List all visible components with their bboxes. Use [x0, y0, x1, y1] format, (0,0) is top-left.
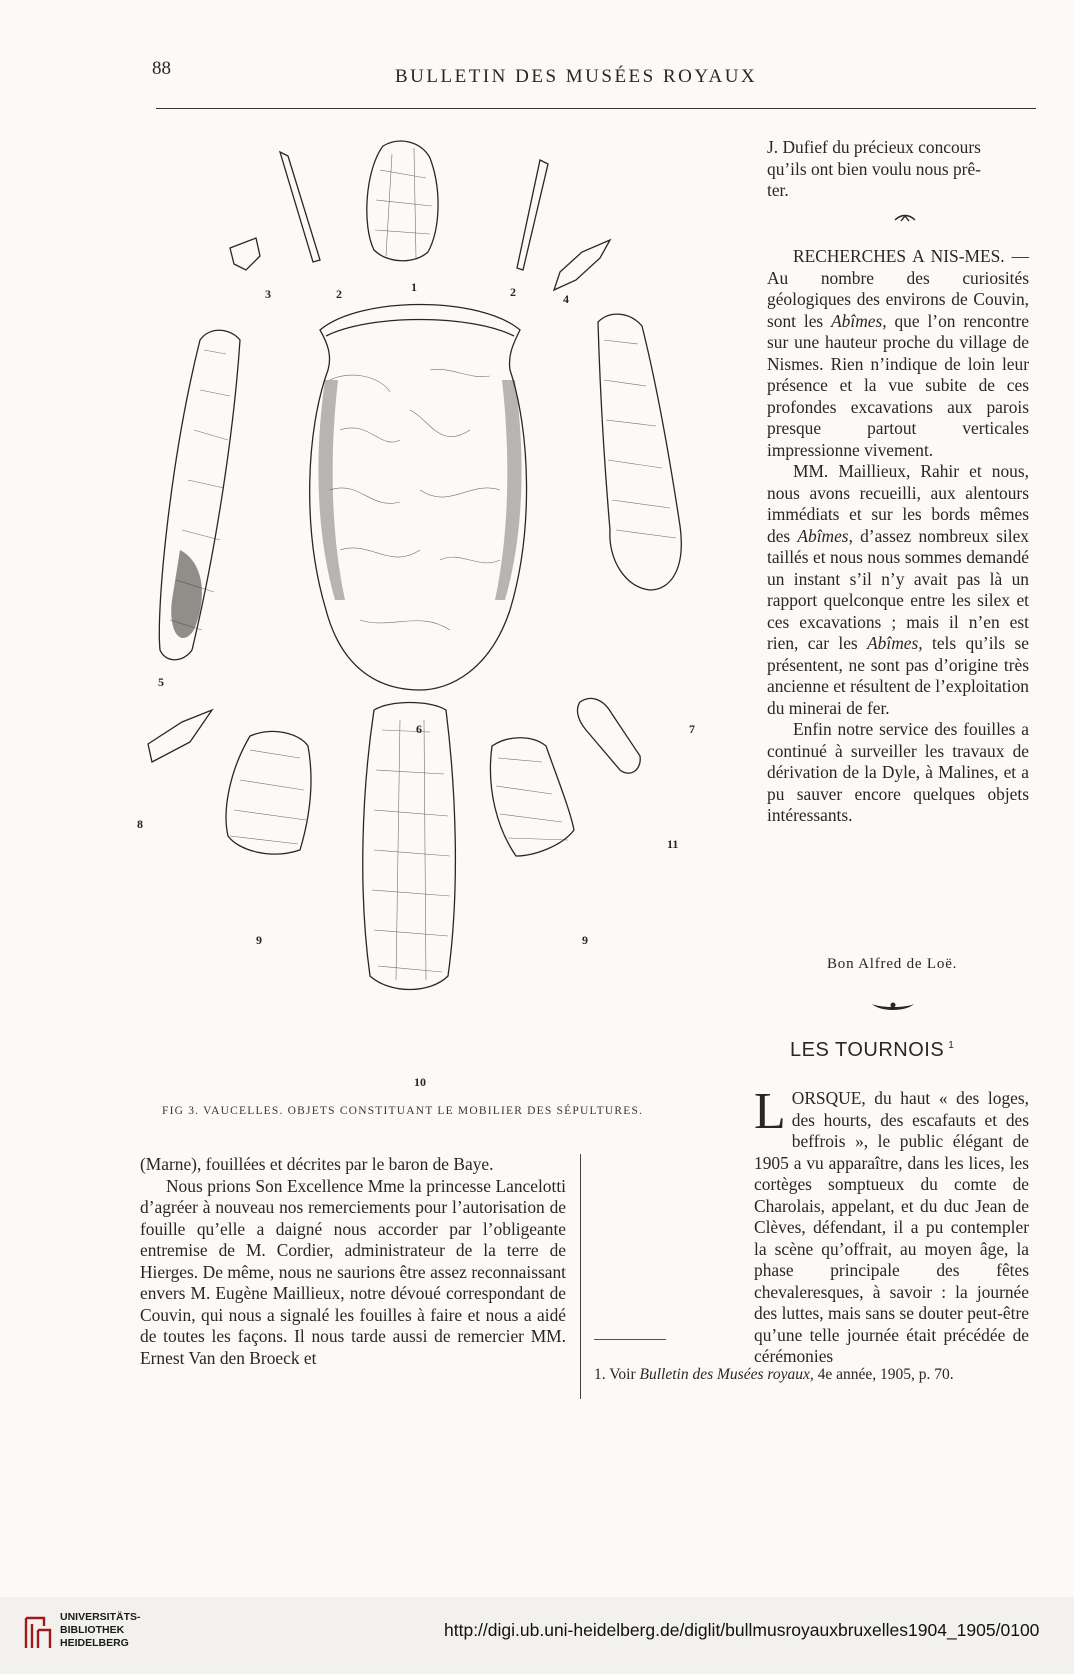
vase-6 [310, 305, 527, 691]
fig-label-11: 11 [667, 837, 679, 851]
leaf-point-4 [554, 240, 610, 290]
scraper-9-right [490, 738, 574, 856]
fig-label-3: 3 [265, 287, 271, 301]
note-mark: 1 [948, 1040, 955, 1052]
fig-label-10: 10 [414, 1075, 426, 1089]
antler-7 [598, 314, 681, 590]
scraper-9-left [226, 731, 311, 854]
flake-11 [578, 698, 641, 773]
paragraph-enfin: Enfin notre service des fouilles a continué à surveiller les travaux de dérivation de la Dyle, à Malines, et a pu sauver encore quelques objets intéressants. [767, 719, 1029, 825]
fig-label-9b: 9 [582, 933, 588, 947]
paragraph-remerciements: Nous prions Son Excellence Mme la princesse Lancelotti d’agréer à nouveau nos remerciements pour l’autorisation de fouille qu’elle a daigné nous accorder par l’obligeante entremise de M. Cordier, administrateur de la terre de Hierges. De même, nous ne saurions être assez reconnaissant envers M. Eugène Maillieux, notre dévoué correspondant de Couvin, qui nous a signalé les fouilles à faire et nous a aidé de toutes les façons. Il nous tarde aussi de remercier MM. Ernest Van den Broeck et [140, 1175, 566, 1368]
flake-8 [148, 710, 212, 762]
flint-axe-1 [367, 141, 438, 261]
fig-label-1: 1 [411, 280, 417, 294]
figure-illustration [130, 130, 730, 1095]
right-column-top [767, 137, 1029, 202]
source-url[interactable]: http://digi.ub.uni-heidelberg.de/diglit/bullmusroyauxbruxelles1904_1905/0100 [444, 1620, 1040, 1640]
page-number: 88 [152, 58, 171, 79]
left-column-text [140, 1154, 566, 1369]
awl-2-right [517, 160, 548, 270]
tournois-opening: LORSQUE, du haut « des loges, des hourts, des escafauts et des beffrois », le public élégant de 1905 a vu apparaître, dans les lices, les cortèges somptueux du comte de Charolais, appelant, et du duc Jean de Clèves, défendant, il a pu contempler la scène qu’offrait, au moyen âge, la phase principale des fêtes chevaleresques, à savoir : la journée des luttes, mais sans se douter peut-être qu’une telle journée était précédée de cérémonies [754, 1083, 1029, 1366]
library-logo-icon [22, 1612, 54, 1652]
signature: Bon Alfred de Loë. [827, 956, 958, 972]
fig-label-9a: 9 [256, 933, 262, 947]
text-line: ter. [767, 180, 789, 200]
fig-label-6: 6 [416, 722, 422, 736]
ornament-icon [893, 212, 917, 224]
drop-cap: L [754, 1083, 786, 1140]
fig-label-8: 8 [137, 817, 143, 831]
paragraph-recherches: RECHERCHES A NIS-MES. — Au nombre des curiosités géologiques des environs de Couvin, sont les Abîmes, que l’on rencontre sur une hauteur proche du village de Nismes. Rien n’indique de loin leur présence et la vue subite de ces profondes excavations aux parois presque partout verticales impressionne vivement. [767, 246, 1029, 460]
text-line: qu’ils ont bien voulu nous prê- [767, 158, 981, 179]
awl-2-left [280, 152, 320, 262]
text-line: J. Dufief du précieux concours [767, 137, 981, 157]
figure-caption: FIG 3. VAUCELLES. OBJETS CONSTITUANT LE MOBILIER DES SÉPULTURES. [162, 1105, 644, 1117]
paragraph-maillieux: MM. Maillieux, Rahir et nous, nous avons recueilli, aux alentours immédiats et sur les bords mêmes des Abîmes, d’assez nombreux silex taillés et nous nous sommes demandé un instant s’il n’y avait pas là un rapport quelconque entre les silex et ces excavations ; mais il n’en est rien, car les Abîmes, tels qu’ils se présentent, ne sont pas d’origine très ancienne et résultent de l’exploitation du minerai de fer. [767, 461, 1029, 718]
fig-label-7: 7 [689, 722, 695, 736]
fig-label-2a: 2 [336, 287, 342, 301]
section-title: LES TOURNOIS $^1$ [790, 1039, 955, 1061]
running-title: BULLETIN DES MUSÉES ROYAUX [395, 66, 758, 87]
footnote-rule [594, 1339, 666, 1340]
fig-label-5: 5 [158, 675, 164, 689]
flint-blade-10 [363, 703, 456, 990]
paragraph-marne: (Marne), fouillées et décrites par le baron de Baye. [140, 1154, 494, 1174]
library-name: UNIVERSITÄTS- BIBLIOTHEK HEIDELBERG [60, 1611, 141, 1649]
right-column-body [767, 246, 1029, 827]
fig-label-4: 4 [563, 292, 569, 306]
fig-label-2b: 2 [510, 285, 516, 299]
section-ornament-icon [870, 1000, 916, 1014]
column-separator [580, 1154, 581, 1399]
footnote: 1. Voir Bulletin des Musées royaux, 4e année, 1905, p. 70. [594, 1366, 954, 1383]
header-rule [156, 108, 1036, 109]
fragment-3 [230, 238, 260, 270]
